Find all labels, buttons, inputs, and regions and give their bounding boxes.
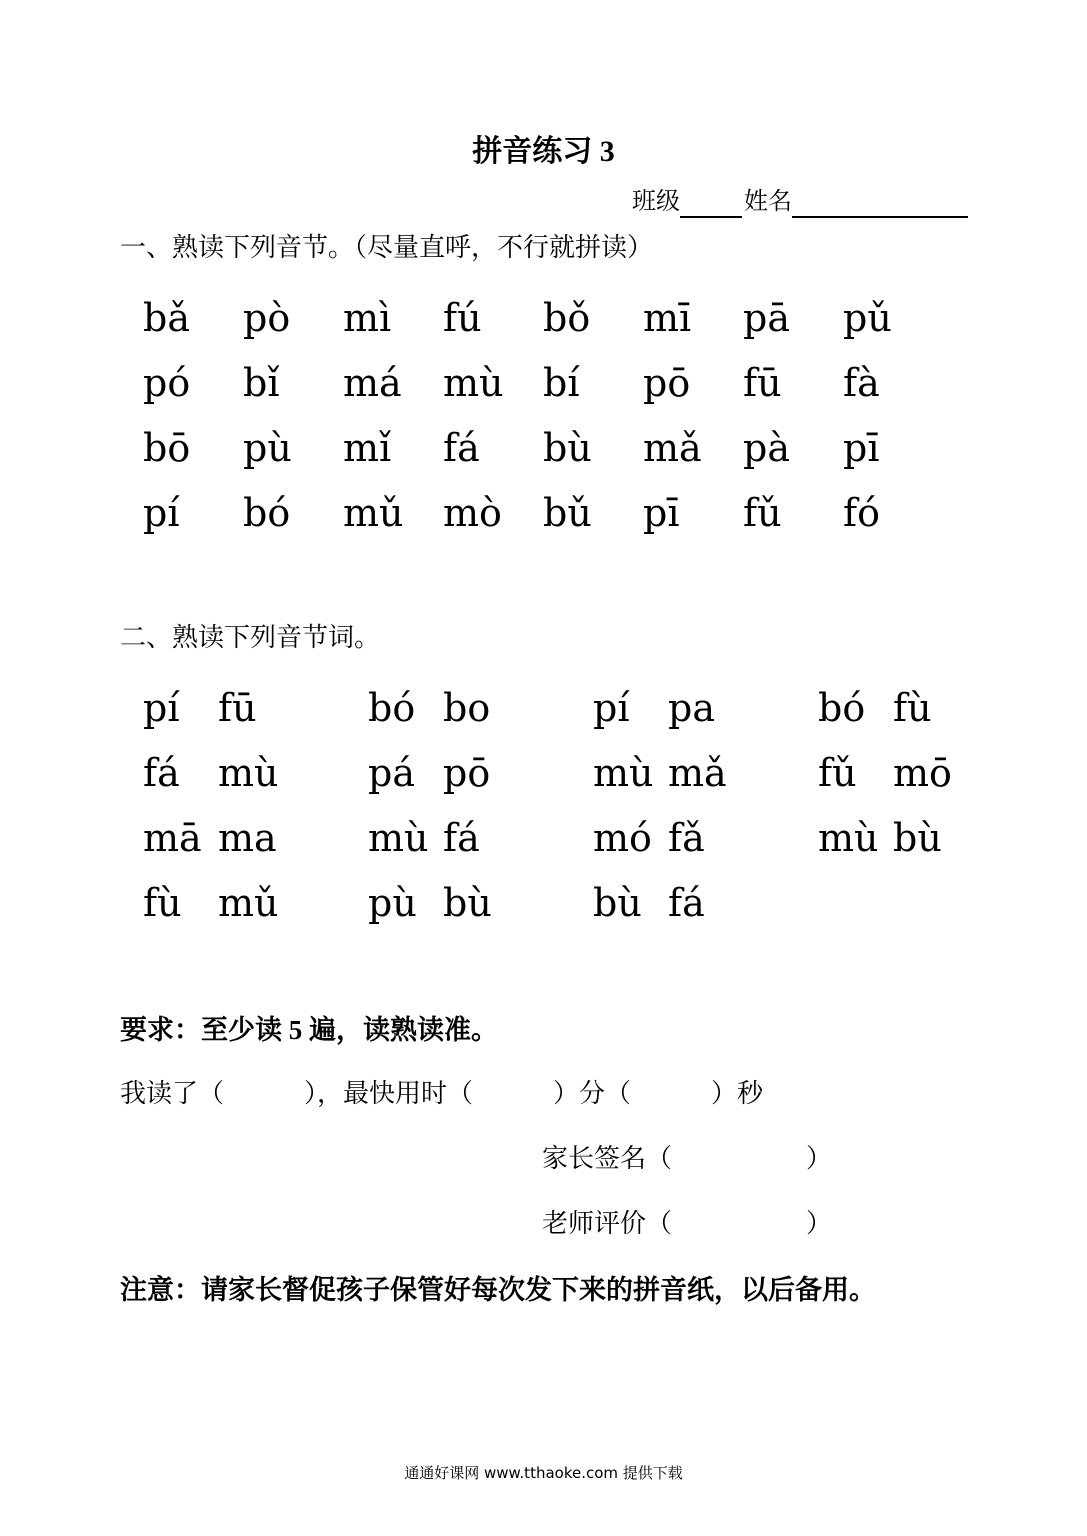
word-syllable-1: fù (143, 881, 182, 925)
syllable: bí (543, 361, 580, 405)
word-syllable-2: fù (893, 686, 932, 730)
empty-cell (818, 875, 1043, 940)
word-syllable-1: bó (818, 686, 866, 730)
note-text: 注意：请家长督促孩子保管好每次发下来的拼音纸，以后备用。 (120, 1275, 876, 1305)
name-label: 姓名 (744, 187, 792, 215)
section2-heading: 二、熟读下列音节词。 (120, 623, 381, 653)
word-syllable-2: fá (443, 816, 480, 860)
word-syllable-2: ma (218, 816, 277, 860)
syllable: mǎ (643, 426, 702, 470)
syllable: mǔ (343, 491, 404, 535)
syllable: bù (543, 426, 592, 470)
word-syllable-1: pí (593, 686, 630, 730)
class-blank (680, 190, 742, 218)
syllable: pī (843, 426, 880, 470)
word-syllable-2: mù (218, 751, 279, 795)
syllable: bǎ (143, 296, 190, 340)
syllable: fá (443, 426, 480, 470)
syllable: mǐ (343, 426, 392, 470)
syllable-word (368, 745, 593, 810)
syllable: bǐ (243, 361, 280, 405)
syllable-word (593, 810, 818, 875)
syllable: pō (643, 361, 691, 405)
word-syllable-2: fǎ (668, 816, 705, 860)
reading-record-part1: 我读了（ (120, 1079, 225, 1109)
reading-record-part2: ），最快用时（ (304, 1079, 474, 1109)
syllable: pù (243, 426, 292, 470)
word-syllable-1: bó (368, 686, 416, 730)
syllable: pā (743, 296, 790, 340)
syllable-word (593, 680, 818, 745)
word-syllable-1: mó (593, 816, 652, 860)
syllable: fū (743, 361, 782, 405)
parent-signature-line (542, 1141, 832, 1177)
word-syllable-2: pa (668, 686, 715, 730)
class-name-row (632, 184, 968, 218)
parent-signature-label: 家长签名（ (542, 1144, 673, 1174)
syllable-word (143, 745, 368, 810)
syllable: pó (143, 361, 191, 405)
word-syllable-1: pí (143, 686, 180, 730)
word-syllable-1: mù (818, 816, 879, 860)
parent-signature-close: ） (806, 1144, 833, 1174)
syllable: pī (643, 491, 680, 535)
word-syllable-2: pō (443, 751, 491, 795)
syllable-word (143, 875, 368, 940)
name-blank (792, 190, 968, 218)
syllable: mì (343, 296, 392, 340)
syllable-word (368, 680, 593, 745)
word-syllable-2: fū (218, 686, 257, 730)
syllable: pí (143, 491, 180, 535)
word-syllable-1: bù (593, 881, 642, 925)
syllable-word (593, 875, 818, 940)
reading-record-part4: ）秒 (711, 1079, 764, 1109)
word-syllable-2: mō (893, 751, 952, 795)
syllable-word (143, 810, 368, 875)
syllable: bó (243, 491, 291, 535)
word-syllable-1: pá (368, 751, 415, 795)
class-label: 班级 (632, 187, 680, 215)
word-syllable-2: mǔ (218, 881, 279, 925)
teacher-evaluation-close: ） (806, 1209, 833, 1239)
syllable: mò (443, 491, 502, 535)
syllable-word (368, 810, 593, 875)
syllable: fú (443, 296, 482, 340)
word-syllable-1: mā (143, 816, 202, 860)
word-syllable-1: pù (368, 881, 417, 925)
word-syllable-2: bo (443, 686, 491, 730)
word-syllable-1: mù (593, 751, 654, 795)
word-syllable-1: fá (143, 751, 180, 795)
word-syllable-2: fá (668, 881, 705, 925)
syllable: fà (843, 361, 880, 405)
syllable: mù (443, 361, 504, 405)
teacher-evaluation-label: 老师评价（ (542, 1209, 673, 1239)
syllable: bǒ (543, 296, 591, 340)
syllable-word (818, 745, 1043, 810)
reading-record-line (120, 1076, 763, 1112)
footer-text: 通通好课网 www.tthaoke.com 提供下载 (404, 1464, 683, 1482)
word-syllable-2: bù (893, 816, 942, 860)
requirement-text: 要求：至少读 5 遍，读熟读准。 (120, 1015, 498, 1045)
syllable-word (143, 680, 368, 745)
syllable-word (368, 875, 593, 940)
syllable-word (593, 745, 818, 810)
syllable-grid (143, 290, 943, 550)
syllable: fǔ (743, 491, 782, 535)
syllable: má (343, 361, 402, 405)
words-grid (143, 680, 1043, 940)
syllable: pò (243, 296, 291, 340)
syllable-word (818, 680, 1043, 745)
word-syllable-1: mù (368, 816, 429, 860)
reading-record-part3: ）分（ (553, 1079, 632, 1109)
syllable: fó (843, 491, 880, 535)
syllable: pǔ (843, 296, 892, 340)
syllable: bǔ (543, 491, 592, 535)
section1-heading: 一、熟读下列音节。（尽量直呼，不行就拼读） (120, 233, 654, 263)
syllable: pà (743, 426, 790, 470)
syllable: bō (143, 426, 191, 470)
word-syllable-1: fǔ (818, 751, 857, 795)
word-syllable-2: mǎ (668, 751, 727, 795)
syllable: mī (643, 296, 692, 340)
word-syllable-2: bù (443, 881, 492, 925)
syllable-word (818, 810, 1043, 875)
page-title: 拼音练习 3 (472, 135, 615, 168)
teacher-evaluation-line (542, 1206, 832, 1242)
